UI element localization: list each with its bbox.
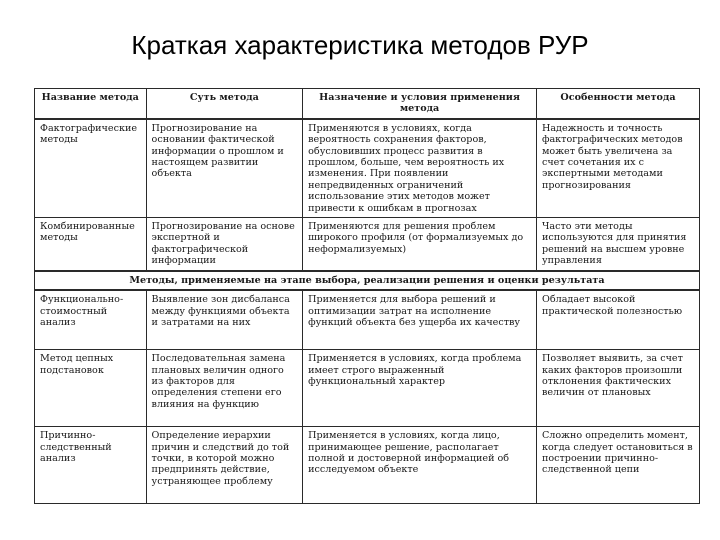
header-method-essence: Суть метода [146, 89, 303, 119]
cell-method-purpose: Применяются в условиях, когда вероятность сохранения факторов, обусловивших процесс развития в прошлом, больше, чем вероятность их изменения. При появлении непредвиденных ограничений использование этих методов может привести к ошибкам в прогнозах [303, 119, 537, 218]
cell-method-feature: Позволяет выявить, за счет каких факторов произошли отклонения фактических величин от плановых [536, 350, 699, 427]
cell-method-essence: Прогнозирование на основании фактической информации о прошлом и настоящем развитии объекта [146, 119, 303, 218]
cell-method-feature: Часто эти методы используются для принятия решений на высшем уровне управления [536, 218, 699, 271]
cell-method-purpose: Применяются для решения проблем широкого профиля (от формализуемых до неформализуемых) [303, 218, 537, 271]
cell-method-purpose: Применяется в условиях, когда проблема имеет строго выраженный функциональный характер [303, 350, 537, 427]
cell-method-feature: Надежность и точность фактографических методов может быть увеличена за счет сочетания их с экспертными методами прогнозирования [536, 119, 699, 218]
cell-method-name: Метод цепных подстановок [35, 350, 147, 427]
table-row [35, 427, 700, 504]
cell-method-essence: Определение иерархии причин и следствий до той точки, в которой можно предпринять действие, устраняющее проблему [146, 427, 303, 504]
table-row [35, 119, 700, 218]
cell-method-name: Комбинированные методы [35, 218, 147, 271]
cell-method-feature: Обладает высокой практической полезностью [536, 290, 699, 350]
cell-method-essence: Последовательная замена плановых величин одного из факторов для определения степени его влияния на функцию [146, 350, 303, 427]
header-method-feature: Особенности метода [536, 89, 699, 119]
cell-method-feature: Сложно определить момент, когда следует остановиться в построении причинно-следственной цепи [536, 427, 699, 504]
slide-title: Краткая характеристика методов РУР [131, 30, 589, 60]
methods-table [34, 88, 700, 504]
cell-method-essence: Выявление зон дисбаланса между функциями объекта и затратами на них [146, 290, 303, 350]
cell-method-name: Фактографические методы [35, 119, 147, 218]
cell-method-name: Функционально-стоимостный анализ [35, 290, 147, 350]
section-row [35, 271, 700, 290]
cell-method-purpose: Применяется для выбора решений и оптимизации затрат на исполнение функций объекта без ущерба их качеству [303, 290, 537, 350]
table-row [35, 290, 700, 350]
cell-method-essence: Прогнозирование на основе экспертной и фактографической информации [146, 218, 303, 271]
table-header-row [35, 89, 700, 119]
table-row [35, 218, 700, 271]
header-method-purpose: Назначение и условия применения метода [303, 89, 537, 119]
section-title: Методы, применяемые на этапе выбора, реализации решения и оценки результата [35, 271, 700, 290]
table-row [35, 350, 700, 427]
cell-method-purpose: Применяется в условиях, когда лицо, принимающее решение, располагает полной и достоверной информацией об исследуемом объекте [303, 427, 537, 504]
cell-method-name: Причинно-следственный анализ [35, 427, 147, 504]
header-method-name: Название метода [35, 89, 147, 119]
